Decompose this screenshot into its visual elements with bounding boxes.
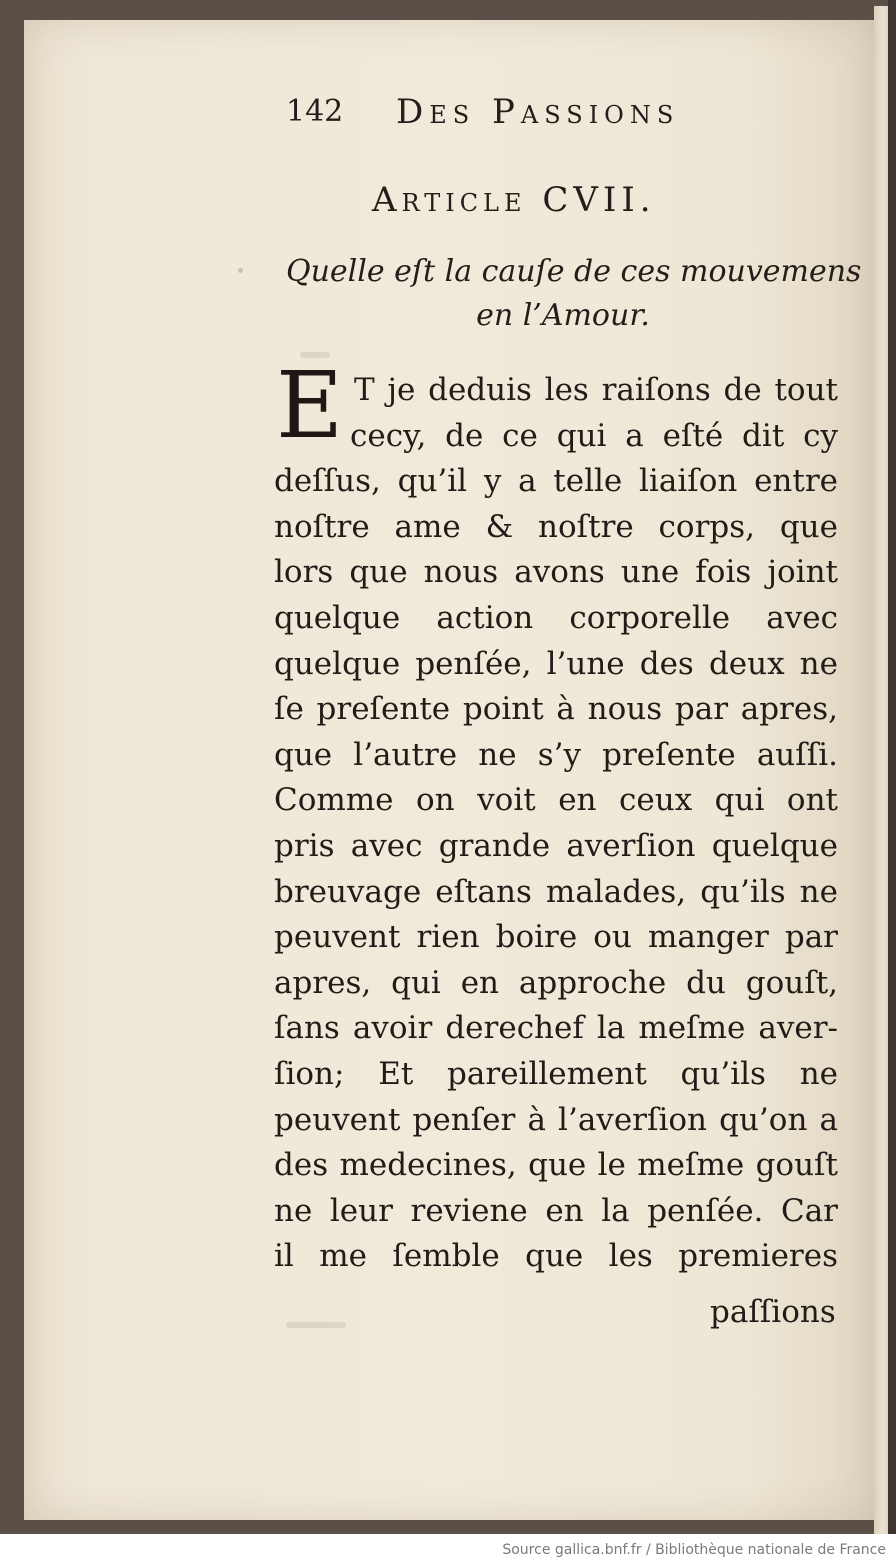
article-heading: Article CVII. bbox=[372, 180, 656, 220]
text-line: quelque action corporelle avec bbox=[274, 599, 838, 636]
text-line: Comme on voit en ceux qui ont bbox=[274, 782, 838, 819]
text-line: peuvent penſer à l’averſion qu’on a bbox=[274, 1101, 838, 1138]
text-line: quelque penſée, l’une des deux ne bbox=[274, 645, 838, 682]
text-line: ne leur reviene en la penſée. Car bbox=[274, 1192, 838, 1229]
page-number: 142 bbox=[286, 94, 344, 129]
text-line: lors que nous avons une fois joint bbox=[274, 554, 838, 591]
page-header bbox=[286, 92, 756, 142]
text-line: il me ſemble que les premieres bbox=[274, 1238, 838, 1275]
text-line: breuvage eſtans malades, qu’ils ne bbox=[274, 873, 838, 910]
text-line: noſtre ame & noſtre corps, que bbox=[274, 508, 838, 545]
ink-offset bbox=[286, 1322, 346, 1328]
subtitle-line: en l’Amour. bbox=[476, 298, 650, 333]
text-line: des medecines, que le meſme gouſt bbox=[274, 1147, 838, 1184]
text-line: peuvent rien boire ou manger par bbox=[274, 919, 838, 956]
text-line: T je deduis les raiſons de tout bbox=[354, 372, 838, 408]
subtitle-line: Quelle eſt la cauſe de ces mouvemens bbox=[286, 254, 862, 289]
text-line: deſſus, qu’il y a telle liaiſon entre bbox=[274, 463, 838, 500]
source-credit: Source gallica.bnf.fr / Bibliothèque nationale de France bbox=[502, 1542, 886, 1558]
running-title: Des Passions bbox=[396, 92, 680, 132]
ink-spot bbox=[238, 268, 243, 273]
text-line: pris avec grande averſion quelque bbox=[274, 827, 838, 864]
drop-capital: E bbox=[276, 352, 344, 459]
text-line: apres, qui en approche du gouſt, bbox=[274, 964, 838, 1001]
text-line: que l’autre ne s’y preſente auſſi. bbox=[274, 736, 838, 773]
article-subtitle bbox=[286, 250, 862, 338]
text-line: ſans avoir derechef la meſme aver- bbox=[274, 1010, 838, 1047]
text-line: ſion; Et pareillement qu’ils ne bbox=[274, 1055, 838, 1092]
text-line: cecy, de ce qui a eſté dit cy bbox=[350, 417, 838, 454]
body-text bbox=[274, 368, 838, 1280]
catchword: paſſions bbox=[710, 1294, 836, 1330]
text-line: ſe preſente point à nous par apres, bbox=[274, 691, 838, 728]
binding-shadow bbox=[888, 0, 896, 1534]
